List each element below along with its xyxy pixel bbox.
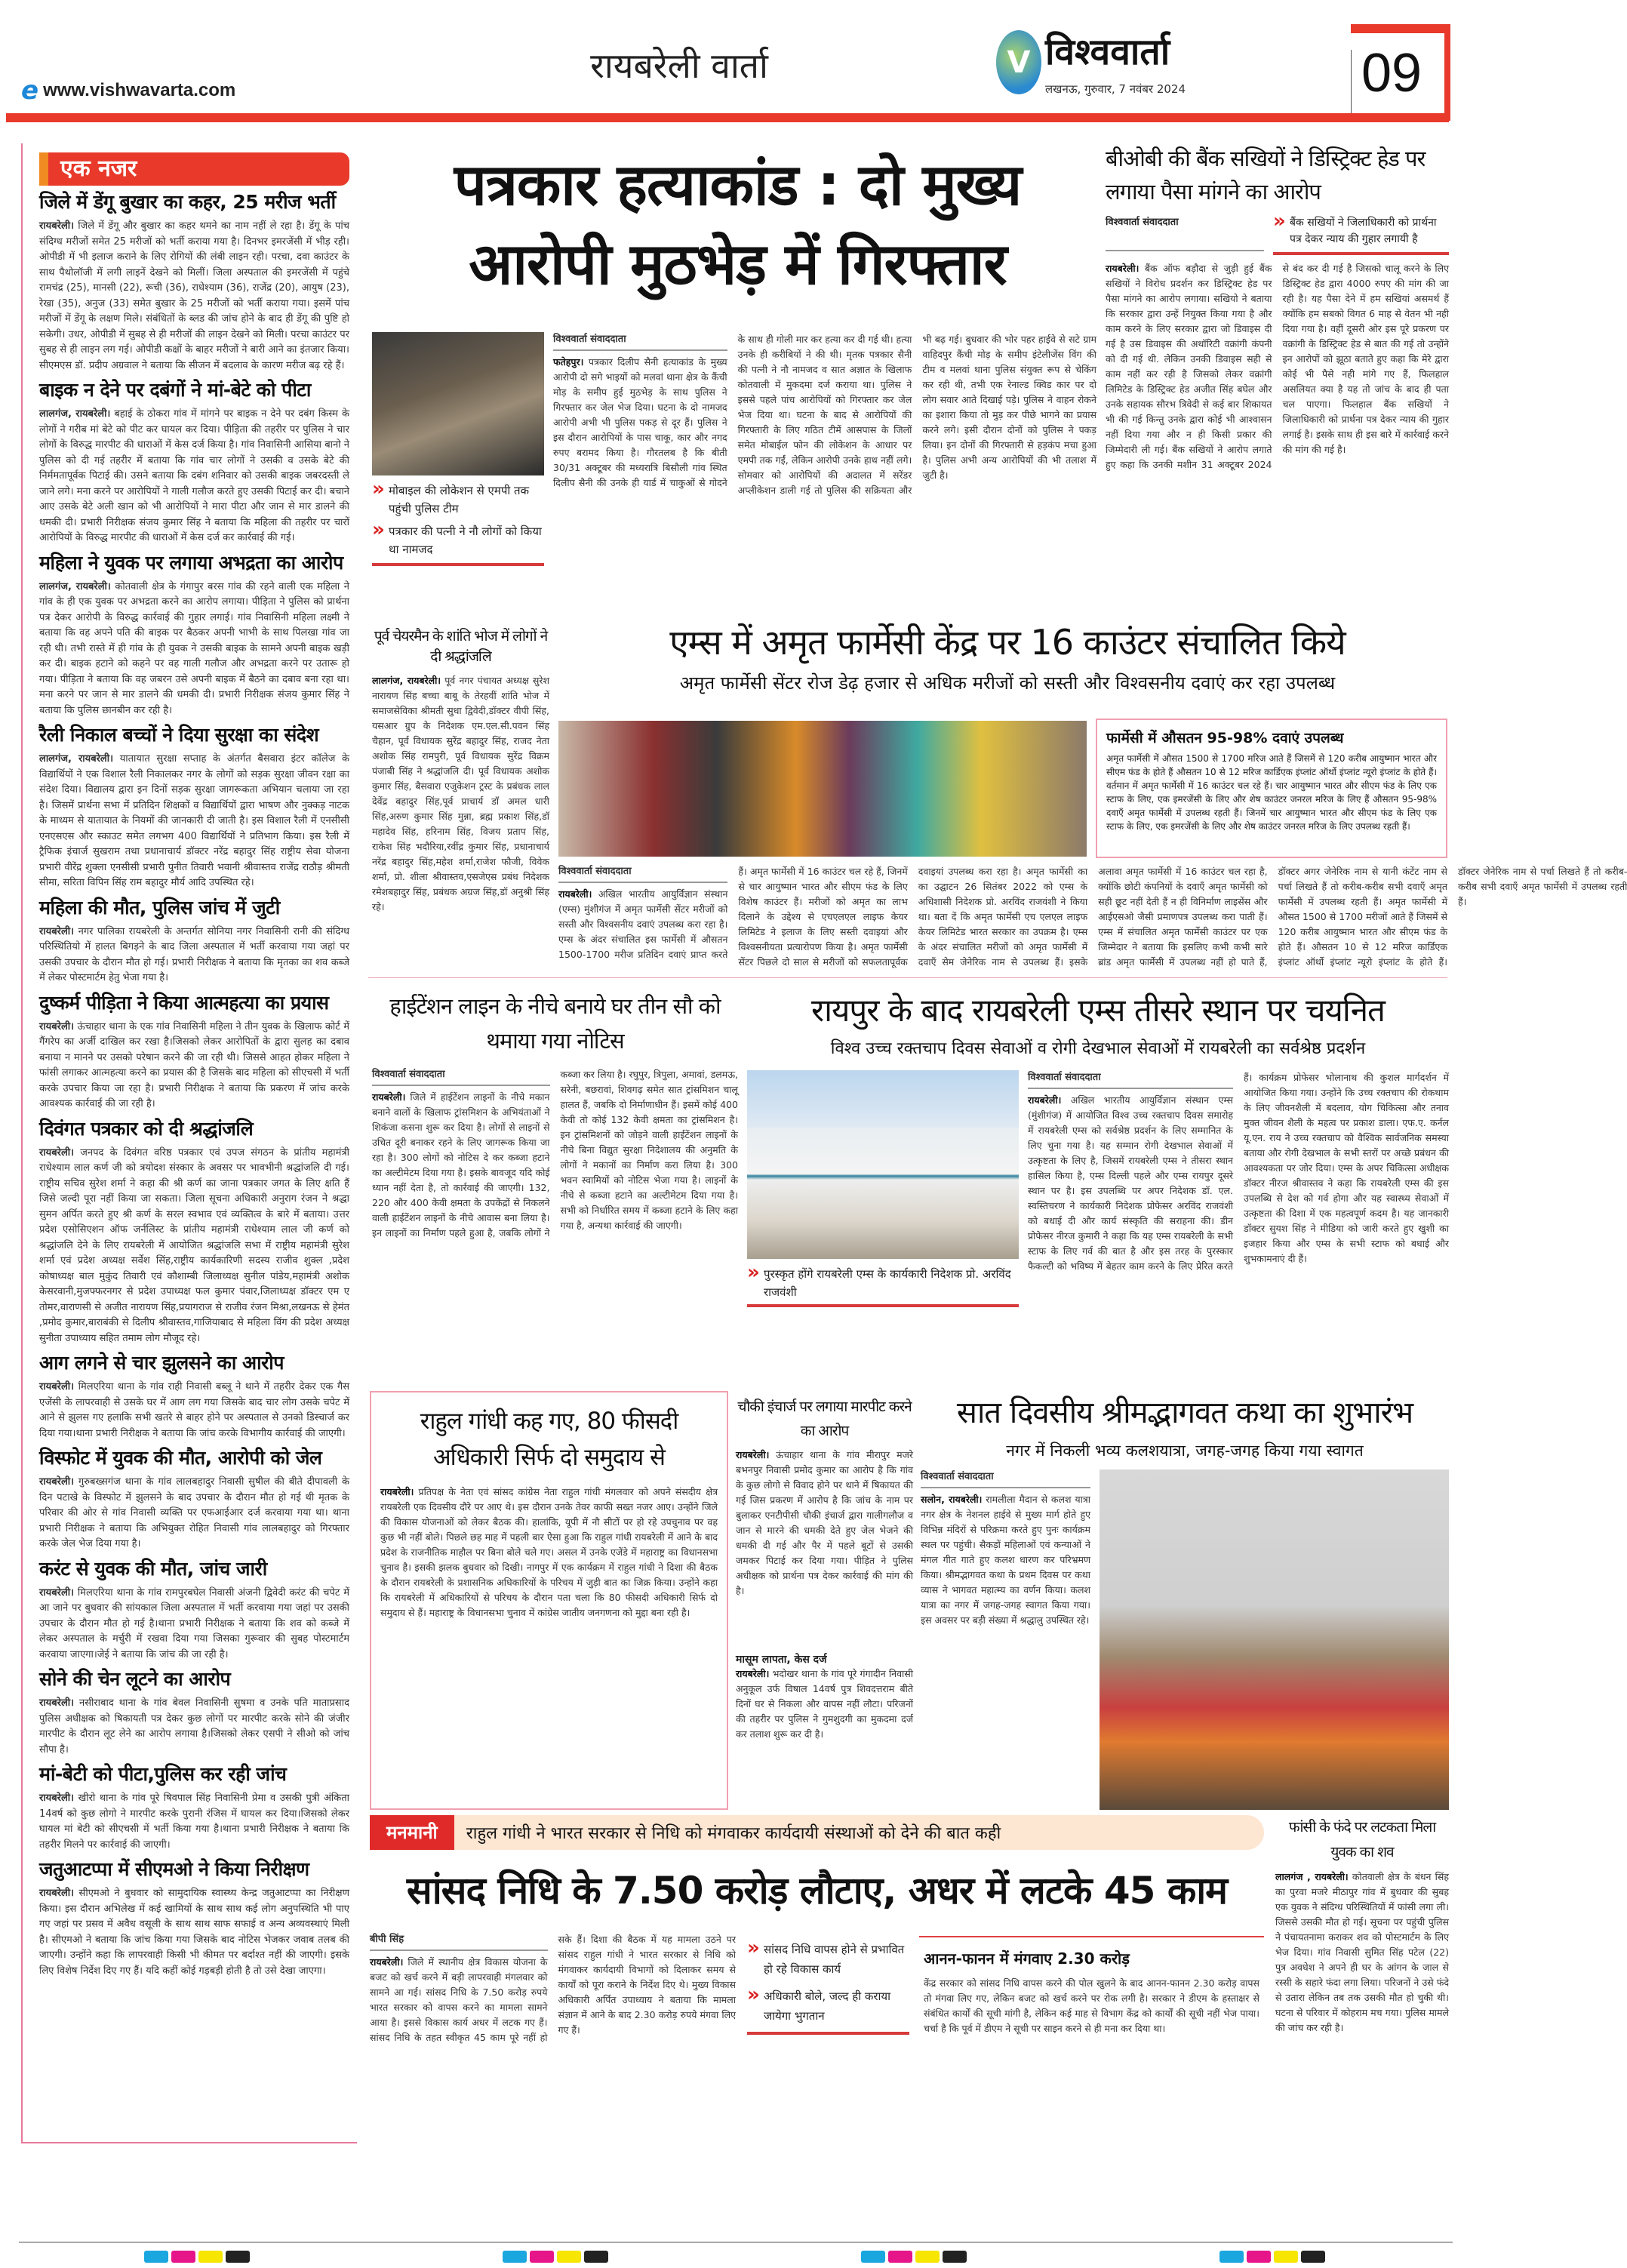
lead-headline: पत्रकार हत्याकांड : दो मुख्य आरोपी मुठभेड़ में गिरफ्तार	[454, 151, 1022, 297]
lead-photo	[372, 332, 544, 475]
brief-text: रायबरेली। खीरो थाना के गांव पूरे षिवपाल सिंह निवासिनी प्रेमा व उसकी पुत्री अंकिता 14वर्ष को कुछ लोगो ने मारपीट करके पुरानी रंजिस में घायल कर दिया।जिसको लेकर घायल मां बेटी को सीएचसी में भर्ती किया गया है।थाना प्रभारी निरीक्षक ने बताया कि तहरीर मिलने पर कार्रवाई की जाएगी।	[39, 1793, 350, 1851]
color-swatch	[1219, 2251, 1244, 2263]
chowki-story: चौकी इंचार्ज पर लगाया मारपीट करने का आरोप रायबरेली। ऊंचाहार थाना के गांव मीरापुर मजरे बभनपुर निवासी प्रमोद कुमार का आरोप है कि गांव के कुछ लोगो से विवाद होने पर थाने में षिकायत की गई जिस प्रकरण में आरोप है कि जांच के नाम पर बुलाकर एनटीपीसी चौकी इंचार्ज द्वारा गालीगलौज व जान से मारने की धमकी देते हुए जेल भेजने की धमकी दी गई और पैर में पहले बूटों से उसकी जमकर पिटाई कर दिया गया। पीड़ित ने पुलिस अधीक्षक को प्रार्थना पत्र देकर कार्रवाई की मांग की है। मासूम लापता, केस दर्ज रायबरेली। भदोखर थाना के गांव पूरे गंगादीन निवासी अनुकूल उर्फ विषाल 14वर्ष पुत्र शिवदत्तराम बीते दिनों घर से निकला और वापस नहीं लौटा। परिजनों की तहरीर पर पुलिस ने गुमशुदगी का मुकदमा दर्ज कर तलाश शुरू कर दी है।	[736, 1399, 913, 1740]
section-title: रायबरेली वार्ता	[590, 45, 768, 86]
header-red-bar	[6, 113, 1449, 122]
page-number: 09	[1361, 43, 1422, 103]
brief-text: लालगंज, रायबरेली। कोतवाली क्षेत्र के गंगापुर बरस गांव की रहने वाली एक महिला ने गांव के ही एक युवक पर अभद्रता करने का आरोप लगाया। पीड़िता ने पुलिस को प्रार्थना पत्र देकर आरोपी के विरुद्ध कार्रवाई की गुहार लगाई। गांव निवासिनी महिला लक्ष्मी ने बताया कि वह अपने पति की बाइक पर बैठकर अपनी भाभी के साथ पिलखा गांव जा रही थी। तभी रास्ते में ही गांव के ही युवक ने उसकी बाइक के सामने अपनी बाइक खड़ी कर दी। बाइक हटाने को कहने पर वह गाली गलौज और अभद्रता करने पर उतारू हो गया। पीड़िता ने बताया कि वह जबरन उसे अपनी बाइक में बैठने का दबाव बना रहा था। मना करने पर जान से मार डालने की धमकी दी। प्रभारी निरीक्षक संजय कुमार सिंह ने बताया कि पुलिस छानबीन कर रही है।	[39, 580, 350, 716]
color-swatch	[530, 2251, 554, 2263]
color-swatch	[144, 2251, 168, 2263]
brief-text: रायबरेली। मिलएरिया थाना के गांव रामपुरबघेल निवासी अंजनी द्विवेदी करंट की चपेट में आ जाने पर बुधवार की सांयकाल जिला अस्पताल में भर्ती करवाया गया जहां पर उसकी उपचार के दौरान मौत हो गई है।थाना प्रभारी निरीक्षक ने बताया कि शव को कब्जे में लेकर अस्पताल के मर्चुरी में रखवा दिया गया जिसका गुरूवार की सुबह पोस्टमार्टम करवाया जाएगा।जेई ने बताया कि जांच की जा रही है।	[39, 1586, 349, 1660]
brief-headline: दिवंगत पत्रकार को दी श्रद्धांजलि	[39, 1117, 254, 1140]
brief-headline: विस्फोट में युवक की मौत, आरोपी को जेल	[39, 1447, 322, 1469]
brief-text: रायबरेली। ऊंचाहार थाना के एक गांव निवासिनी महिला ने तीन युवक के खिलाफ कोर्ट में गैंगरेप का अर्जी दाखिल कर रखा है।जिसको लेकर आरोपितों के द्वारा सुलह का दबाव बनाया न मानने पर उसको परेषान करने की जा रही थी। जिससे आहत होकर महिला ने फांसी लगाकर आत्महत्या करने का प्रयास की है जिसके बाद महिला को सीएचसी में भर्ती करके उपचार किया जा रहा है। प्रभारी निरीक्षक ने बताया कि प्रकरण में जांच करके आवश्यक कार्रवाई की जा रही है।	[39, 1020, 349, 1109]
lead-body: विश्ववार्ता संवाददाता फतेहपुर। पत्रकार दिलीप सैनी हत्याकांड के मुख्य आरोपी दो सगे भाइयों को मलवां थाना क्षेत्र के कैंची मोड़ के समीप हुई मुठभेड़ के साथ पुलिस ने गिरफ्तार कर जेल भेज दिया। घटना के दो नामजद आरोपी अभी भी पुलिस पकड़ से दूर हैं। पुलिस ने इस दौरान आरोपियों के पास चाकू, कार और नगद रुपए बरामद किया है। गौरतलब है कि बीती 30/31 अक्टूबर की मध्यरात्रि बिसौली गांव स्थित दिलीप सैनी की उनके ही यार्ड में चाकुओं से गोदने के साथ ही गोली मार कर हत्या कर दी गई थी। हत्या उनके ही करीबियों ने की थी। मृतक पत्रकार सैनी की पत्नी ने नौ नामजद व सात अज्ञात के खिलाफ कोतवाली में मुकदमा दर्ज कराया था। पुलिस ने इससे पहले पांच आरोपियों को गिरफ्तार कर जेल भेज दिया था। घटना के बाद से आरोपियों की गिरफ्तारी के लिए गठित टीमें आसपास के जिलों समेत मोबाईल फोन की लोकेशन के आधार पर एमपी तक गईं, लेकिन आरोपी उनके हाथ नहीं लगे। सोमवार को आरोपियों की अदालत में सरेंडर अप्लीकेशन डाली गई तो पुलिस की सक्रियता और भी बढ़ गई। बुधवार की भोर पहर हाईवे से सटे ग्राम वाहिदपुर कैंची मोड़ के समीप इंटेलीजेंस विंग की टीम व मलवां थाना पुलिस संयुक्त रूप से चेकिंग कर रही थी, तभी एक रेनाल्ड क्विड कार पर दो लोग सवार आते दिखाई पड़े। पुलिस ने वाहन रोकने का इशारा किया तो मुड़ कर पीछे भागने का प्रयास करने लगे। इसी दौरान दोनों को पुलिस ने पकड़ लिया। इन दोनों की गिरफ्तारी से हड़कंप मचा हुआ है। पुलिस अभी अन्य आरोपियों की भी तलाश में जुटी है।	[553, 334, 1096, 496]
pharmacy-box: फार्मेसी में औसतन 95-98% दवाएं उपलब्ध अमृत फार्मेसी में औसत 1500 से 1700 मरिज आते हैं जिसमें से 120 करीब आयुष्मान भारत और सीएम फंड के होते हैं औसतन 10 से 12 मरिज कार्डिएक इंप्लांट ऑर्थो इंप्लांट न्यूरो इंप्लांट के होते हैं। वर्तमान में अमृत फार्मेसी में 16 काउंटर चल रहे हैं। चार आयुष्मान भारत और सीएम फंड के लिए एक स्टाफ के लिए, एक इमरजेंसी के लिए और शेष काउंटर जनरल मरिज के लिए हैं औसतन 95-98% दवाएँ अमृत फार्मेसी में उपलब्ध रहती हैं। जिनमें चार आयुष्मान भारत और सीएम फंड के लिए एक स्टाफ के लिए, एक इमरजेंसी के लिए और शेष काउंटर जनरल मरिज के लिए उपलब्ध रहती हैं।	[1096, 719, 1447, 858]
page-number-box	[1351, 24, 1450, 121]
page-header	[0, 0, 1455, 125]
pharmacy-heading	[566, 619, 1449, 713]
brand-logo: V	[996, 30, 1041, 94]
mpfund-story: बीपी सिंह रायबरेली। जिले में स्थानीय क्षेत्र विकास योजना के बजट को खर्च करने में बड़ी लापरवाही मंगलवार को सामने आ गई। सांसद निधि के 7.50 करोड़ रुपये भारत सरकार को वापस करने का मामला सामने आया है। इससे विकास कार्य अधर में लटक गए हैं। सांसद निधि के तहत स्वीकृत 45 काम पूरे नहीं हो सके हैं। दिशा की बैठक में यह मामला उठने पर सांसद राहुल गांधी ने भारत सरकार से निधि को मंगवाकर कार्यदायी विभागों को दिलाकर समय से कार्यों को पूरा कराने के निर्देश दिए थे। मुख्य विकास अधिकारी अर्पित उपाध्याय ने बताया कि मामला संज्ञान में आने के बाद 2.30 करोड़ रुपये मंगवा लिए गए हैं।	[370, 1934, 736, 2043]
mpfund-highlights: » सांसद निधि वापस होने से प्रभावित हो रहे विकास कार्य » अधिकारी बोले, जल्द ही कराया जायेगा भुगतान	[747, 1940, 909, 2035]
lead-highlights: » मोबाइल की लोकेशन से एमपी तक पहुंची पुलिस टीम » पत्रकार की पत्नी ने नौ लोगों को किया था नामजद	[372, 482, 544, 566]
ek-nazar-label: एक नजर	[39, 152, 349, 186]
pharmacy-story: विश्ववार्ता संवाददाता रायबरेली। अखिल भारतीय आयुर्विज्ञान संस्थान (एम्स) मुंशीगंज में अमृत फार्मेसी सेंटर मरीजों को सस्ती और विश्वसनीय दवाएं उपलब्ध करा रहा है। एम्स के अंदर संचालित इस फार्मेसी में औसतन 1500-1700 मरीज प्रतिदिन दवाएं प्राप्त करते हैं। अमृत फार्मेसी में 16 काउंटर चल रहे हैं, जिनमें से चार आयुष्मान भारत और सीएम फंड के लिए विशेष काउंटर हैं। मरीजों को अमृत का लाभ दिलाने के उद्देश्य से एचएलएल लाइफ केयर लिमिटेड ने इलाज के लिए सस्ती दवाइयां और विश्वसनीयता प्रत्यारोपण किया है। अमृत फार्मेसी सेंटर पिछले दो साल से मरीजों को सफलतापूर्वक दवाइयां उपलब्ध करा रहा है। अमृत फार्मेसी का का उद्घाटन 26 सितंबर 2022 को एम्स के अधिशासी निदेशक प्रो. अरविंद राजवंशी ने किया था। बता दें कि अमृत फार्मेसी एच एलएल लाइफ केयर लिमिटेड भारत सरकार का उपक्रम है। एम्स के अंदर संचालित मरीजों को अमृत फार्मेसी में दवाएँ सेम जेनेरिक नाम से उपलब्ध हैं। इसके अलावा अमृत फार्मेसी में 16 काउंटर चल रहा है, क्योंकि छोटी कंपनियों के दवाएँ अमृत फार्मेसी को सही छूट नहीं देती हैं न ही विनिर्माण लाइसेंस और आईएसओ जैसी प्रमाणपत्र उपलब्ध करा पाती हैं। एम्स में संचालित अमृत फार्मेसी काउंटर पर एक जिम्मेदार ने बताया कि इसलिए कभी कभी सारे ब्रांड अमृत फार्मेसी में उपलब्ध नहीं हो पाते हैं, डॉक्टर अगर जेनेरिक नाम से यानी कंटेंट नाम से पर्चा लिखते हैं तो करीब-करीब सभी दवाएँ अमृत फार्मेसी में उपलब्ध रहती हैं। अमृत फार्मेसी में औसत 1500 से 1700 मरीजों आते हैं जिसमें से 120 करीब आयुष्मान भारत और सीएम फंड के होते हैं। औसतन 10 से 12 मरिज कार्डिएक इंप्लांट ऑर्थो इंप्लांट न्यूरो इंप्लांट के होते हैं। डॉक्टर जेनेरिक नाम से पर्चा लिखते हैं तो करीब-करीब सभी दवाएँ अमृत फार्मेसी में उपलब्ध रहती हैं।	[558, 866, 1627, 968]
color-swatch	[861, 2251, 885, 2263]
color-swatch	[198, 2251, 223, 2263]
color-swatch	[584, 2251, 608, 2263]
brief-headline: बाइक न देने पर दबंगों ने मां-बेटे को पीटा	[39, 379, 311, 401]
brief-headline: आग लगने से चार झुलसने का आरोप	[39, 1352, 284, 1374]
pharmacy-subheadline: अमृत फार्मेसी सेंटर रोज डेढ़ हजार से अधिक मरीजों को सस्ती और विश्वसनीय दवाएं कर रहा उपलब्ध	[679, 672, 1336, 694]
bhagwat-story: सात दिवसीय श्रीमद्भागवत कथा का शुभारंभ नगर में निकली भव्य कलशयात्रा, जगह-जगह किया गया स्वागत विश्ववार्ता संवाददाता सलोन, रायबरेली। रामलीला मैदान से कलश यात्रा नगर क्षेत्र के नेशनल हाईवे से मुख्य मार्ग होते हुए विभिन्न मंदिरों से परिक्रमा करते हुए पुनः कार्यक्रम स्थल पर पहुंची। सैकड़ों महिलाओं एवं कन्याओं ने मंगल गीत गाते हुए कलश धारण कर परिभ्रमण किया। श्रीमद्भागवत कथा के प्रथम दिवस पर कथा व्यास ने भागवत महात्म्य का वर्णन किया। कलश यात्रा का नगर में जगह-जगह स्वागत किया गया। इस अवसर पर बड़ी संख्या में श्रद्धालु उपस्थित रहे।	[921, 1391, 1449, 1810]
brief-text: रायबरेली। नसीराबाद थाना के गांव बेवल निवासिनी सुषमा व उनके पति माताप्रसाद पुलिस अधीक्षक को षिकायती पत्र देकर कुछ लोगों पर मारपीट करके सोने की जंजीर मारपीट के दौरान लूट लेने का आरोप लगाया है।जिसको लेकर एसपी ने सीओ को जांच सौपा है।	[39, 1697, 349, 1756]
aiims-building-photo	[747, 1070, 1019, 1259]
brief-text: रायबरेली। गुरुबख्सगंज थाना के गांव लालबहादुर निवासी सुषील की बीते दीपावली के दिन पटाखे के विस्फोट में झुलसने के बाद उपचार के दौरान मौत हो गई थी मृतक के परिवार की ओर से गांव निवासी व्यक्ति पर एफआईआर दर्ज करवाया गया था। थाना प्रभारी निरीक्षक ने बताया कि अभियुक्त रोहित निवासी गांव लालबहादुर को गिरफ्तार करके जेल भेज दिया गया है।	[39, 1476, 349, 1549]
brief-text: रायबरेली। सीएमओ ने बुधवार को सामुदायिक स्वास्थ्य केन्द्र जतुआटप्पा का निरीक्षण किया। इस दौरान अभिलेख में कई खामियों के साथ साथ कई लोग अनुपस्थिति भी पाए गए जहां पर प्रसव में अवैध वसूली के साथ साथ साफ सफाई व अन्य अव्यवस्थाएं मिली है। सीएमओ ने बताया कि जांच किया गया जिसके बाद नोटिस भेजकर जवाब तलब की जाएगी। उन्होंने कहा कि लापरवाही किसी भी कीमत पर बर्दाश्त नहीं की जाएगी। इसके लिए विशेष निर्देश दिए गए हैं। यदि कहीं कोई गड़बड़ी होती है तो उसे देखा जाएगा।	[39, 1888, 349, 1977]
brief-text: रायबरेली। मिलएरिया थाना के गांव राही निवासी बब्लू ने थाने में तहरीर देकर एक गैस एजेंसी के लापरवाही से उसके घर में आग लग गया जिसके बाद चार लोग उसके चपेट में आने से झुलस गए हलाकि सभी खतरे से बाहर होने पर अस्पताल से उनको डिस्चार्ज कर दिया गया।थाना प्रभारी निरीक्षक ने बताया कि जांच करके विभागीय कार्रवाई की जाएगी।	[39, 1381, 349, 1439]
lead-text: पत्रकार दिलीप सैनी हत्याकांड के मुख्य आरोपी दो सगे भाइयों को मलवां थाना क्षेत्र के कैंची मोड़ के समीप हुई मुठभेड़ के साथ पुलिस ने गिरफ्तार कर जेल भेज दिया। घटना के दो नामजद आरोपी अभी भी पुलिस पकड़ से दूर हैं। पुलिस ने इस दौरान आरोपियों के पास चाकू, कार और नगद रुपए बरामद किया है। गौरतलब है कि बीती 30/31 अक्टूबर की मध्यरात्रि बिसौली गांव स्थित दिलीप सैनी की उनके ही यार्ड में चाकुओं से गोदने के साथ ही गोली मार कर हत्या कर दी गई थी। हत्या उनके ही करीबियों ने की थी। मृतक पत्रकार सैनी की पत्नी ने नौ नामजद व सात अज्ञात के खिलाफ कोतवाली में मुकदमा दर्ज कराया था। पुलिस ने इससे पहले पांच आरोपियों को गिरफ्तार कर जेल भेज दिया था। घटना के बाद से आरोपियों की गिरफ्तारी के लिए गठित टीमें आसपास के जिलों समेत मोबाईल फोन की लोकेशन के आधार पर एमपी तक गईं, लेकिन आरोपी उनके हाथ नहीं लगे। सोमवार को आरोपियों की अदालत में सरेंडर अप्लीकेशन डाली गई तो पुलिस की सक्रियता और भी बढ़ गई। बुधवार की भोर पहर हाईवे से सटे ग्राम वाहिदपुर कैंची मोड़ के समीप इंटेलीजेंस विंग की टीम व मलवां थाना पुलिस संयुक्त रूप से चेकिंग कर रही थी, तभी एक रेनाल्ड क्विड कार पर दो लोग सवार आते दिखाई पड़े। पुलिस ने वाहन रोकने का इशारा किया तो मुड़ कर पीछे भागने का प्रयास करने लगे। इसी दौरान दोनों को पुलिस ने पकड़ लिया। इन दोनों की गिरफ्तारी से हड़कंप मचा हुआ है। पुलिस अभी अन्य आरोपियों की भी तलाश में जुटी है।	[553, 334, 1096, 496]
chairman-story: पूर्व चेयरमैन के शांति भोज में लोगों ने दी श्रद्धांजलि लालगंज, रायबरेली। पूर्व नगर पंचायत अध्यक्ष सुरेश नारायण सिंह बच्चा बाबू के तेरहवीं शांति भोज में समाजसेविका श्रीमती सुधा द्विवेदी,डॉक्टर वीपी सिंह, यसआर ग्रुप के निदेशक एम.एल.सी.पवन सिंह चैहान, पूर्व विधायक सुरेंद्र बहादुर सिंह, राजद नेता अशोक सिंह रामपुरी, पूर्व विधायक सुरेंद्र विक्रम पंजाबी सिंह ने श्रद्धांजलि दी। पूर्व विधायक अशोक कुमार सिंह, बैसवारा एजुकेशन ट्रस्ट के प्रबंधक लाल देवेंद्र बहादुर सिंह,पूर्व प्राचार्य डॉ अमल धारी सिंह,अरुण कुमार सिंह मुन्ना, ब्रह्म प्रकाश सिंह,डॉ महादेव सिंह, हरिनाम सिंह, विजय प्रताप सिंह, राकेश सिंह भदौरिया,रवींद्र कुमार सिंह, प्रधानाचार्य नरेंद्र बहादुर सिंह,महेश शर्मा,राजेश फौजी, विवेक शर्मा, प्रो. शीला श्रीवास्तव,एसजेएस प्रबंध निदेशक रमेशबहादुर सिंह, प्रबंधक अग्रज सिंह,डॉ अनुश्री सिंह रहे।	[372, 628, 549, 912]
color-swatch-group	[144, 2251, 253, 2266]
brief-headline: दुष्कर्म पीड़िता ने किया आत्महत्या का प्रयास	[39, 991, 329, 1014]
brief-text: रायबरेली। नगर पालिका रायबरेली के अन्तर्गत सोनिया नगर निवासिनी रानी की संदिग्ध परिस्थितियो में हालत बिगड़ने के बाद जिला अस्पताल में भर्ती करवाया गया जहां पर उसकी उपचार के दौरान मौत हो गई। प्रभारी निरीक्षक ने बताया कि मृतका का शव कब्जे में लेकर पोस्टमार्टम हेतु भेजा गया है।	[39, 925, 349, 983]
website-link[interactable]: e www.vishwavarta.com	[21, 75, 236, 106]
color-swatch	[1274, 2251, 1298, 2263]
bob-headline: बीओबी की बैंक सखियों ने डिस्ट्रिक्ट हेड पर लगाया पैसा मांगने का आरोप	[1106, 146, 1426, 205]
brief-text: रायबरेली। जनपद के दिवंगत वरिष्ठ पत्रकार एवं उपज संगठन के प्रांतीय महामंत्री राधेश्याम लाल कर्ण जी को त्रयोदश संस्कार के अवसर पर भावभीनी श्रद्धांजलि दी गई। राष्ट्रीय सचिव सुरेश शर्मा ने कहा की श्री कर्ण का जाना पत्रकार जगत के लिए क्षति हैं जिसे जल्दी पूरा नहीं किया जा सकता। जिला सूचना अधिकारी अनुराग रंजन ने श्रद्धा सुमन अर्पित करते हुए श्री कर्ण के सरल स्वभाव एवं व्यक्तित्व के बारे में बताया। उत्तर प्रदेश एसोसिएशन ऑफ जर्नलिस्ट के प्रांतीय महामंत्री राधेश्याम लाल जी कर्ण को श्रद्धांजलि देने के लिए रायबरेली में आयोजित श्रद्धांजलि सभा में राष्ट्रीय महामंत्री सुरेश शर्मा एवं प्रदेश अध्यक्ष सर्वेश सिंह,राष्ट्रीय कार्यकारिणी सदस्य राजीव शुक्ल ,प्रदेश कोषाध्यक्ष बाल मुकुंद तिवारी एवं कौशाम्बी जिलाध्यक्ष सुनील पांडेय,महामंत्री अशोक केसरवानी,मुजफ्फरनगर से प्रदेश उपाध्यक्ष फल कुमार पंवार,जिलाध्यक्ष डॉक्टर एम ए तोमर,वाराणसी से अजीत नारायण सिंह,प्रयागराज से राजीव रंजन मिश्रा,लखनऊ से हेमंत ,प्रमोद कुमार,बाराबंकी से दिलीप श्रीवास्तव,गाजियाबाद से महिला विंग की प्रदेश अध्यक्ष सुनीता उपाध्याय सहित तमाम लोग मौजूद रहे।	[39, 1146, 349, 1344]
pharmacy-headline: एम्स में अमृत फार्मेसी केंद्र पर 16 काउंटर संचालित किये	[669, 622, 1346, 663]
color-swatch	[171, 2251, 195, 2263]
rahul-story: राहुल गांधी कह गए, 80 फीसदी अधिकारी सिर्फ दो समुदाय से रायबरेली। प्रतिपक्ष के नेता एवं सांसद कांग्रेस नेता राहुल गांधी मंगलवार को अपने संसदीय क्षेत्र रायबरेली एक दिवसीय दौरे पर आए थे। इस दौरान उनके तेवर काफी सख्त नजर आए। उन्होंने जिले की विकास योजनाओं को लेकर बैठक की। हालांकि, यूपी में नौ सीटों पर हो रहे उपचुनाव पर वह कुछ भी नहीं बोले। पिछले छह माह में पहली बार ऐसा हुआ कि राहुल गांधी रायबरेली में आने के बाद प्रदेश के राजनीतिक माहौल पर बिना बोले चले गए। असल में उनके एजेंडे में महाराष्ट्र का विधानसभा चुनाव है। इसकी झलक बुधवार को दिखी। नागपुर में एक कार्यक्रम में राहुल गांधी ने दिशा की बैठक के दौरान रायबरेली के प्रशासनिक अधिकारियों के परिचय में जुड़ी बात का जिक्र किया। उन्होंने कहा कि रायबरेली में अधिकारियों से परिचय के दौरान पता चला कि 80 फीसदी अधिकारी सिर्फ दो समुदाय से हैं। महाराष्ट्र के विधानसभा चुनाव में कांग्रेस जातीय जनगणना को मुद्दा बना रही है।	[370, 1391, 728, 1810]
brief-headline: जतुआटप्पा में सीएमओ ने किया निरीक्षण	[39, 1858, 309, 1880]
lead-story	[372, 332, 1096, 611]
color-swatch-group	[503, 2251, 611, 2266]
pharmacy-photo	[558, 721, 1087, 857]
ek-nazar-column	[21, 143, 357, 2143]
brief-headline: सोने की चेन लूटने का आरोप	[39, 1668, 231, 1690]
color-swatch	[1301, 2251, 1325, 2263]
manmani-tag: मनमानी	[370, 1815, 454, 1850]
brief-headline: जिले में डेंगू बुखार का कहर, 25 मरीज भर्ती	[39, 191, 336, 213]
print-color-marks	[19, 2242, 1453, 2266]
brief-headline: महिला ने युवक पर लगाया अभद्रता का आरोप	[39, 551, 343, 574]
dateline: लखनऊ, गुरुवार, 7 नवंबर 2024	[1045, 82, 1186, 96]
brief-headline: करंट से युवक की मौत, जांच जारी	[39, 1557, 267, 1580]
brief-text: लालगंज, रायबरेली। यातायात सुरक्षा सप्ताह के अंतर्गत बैसवारा इंटर कॉलेज के विद्यार्थियों ने एक विशाल रैली निकालकर नगर के लोगों को सड़क सुरक्षा जीवन रक्षा का संदेश दिया। विद्यालय द्वारा इन दिनों सड़क सुरक्षा जागरूकता अभियान चलाया जा रहा है। जिसमें प्रार्थना सभा में प्रतिदिन शिक्षकों व विद्यार्थियों द्वारा भाषण और नुक्कड़ नाटक के माध्यम से यातायात के नियमों की जानकारी दी जाती है। इस विशाल रैली में एनसीसी एनएसएस और स्काउट समेत लगभग 400 विद्यार्थियों ने प्रतिभाग किया। इस रैली में ट्रैफिक इंचार्ज सुखराम तथा प्रधानाचार्य डॉक्टर नरेंद्र बहादुर सिंह राष्ट्रीय सेवा योजना प्रभारी वीरेंद्र शुक्ला एनसीसी प्रभारी पुनीत तिवारी भवानी श्रीवास्तव राजेंद्र राठौड़ श्रीमती सीमा, सरिता विपिन सिंह राम बहादुर मौर्य आदि उपस्थित रहे।	[39, 753, 350, 888]
aiims-story: रायपुर के बाद रायबरेली एम्स तीसरे स्थान पर चयनित विश्व उच्च रक्तचाप दिवस सेवाओं व रोगी देखभाल सेवाओं में रायबरेली का सर्वश्रेष्ठ प्रदर्शन » पुरस्कृत होंगे रायबरेली एम्स के कार्यकारी निदेशक प्रो. अरविंद राजवंशी विश्ववार्ता संवाददाता रायबरेली। अखिल भारतीय आयुर्विज्ञान संस्थान एम्स (मुंशीगंज) में आयोजित विश्व उच्च रक्तचाप दिवस समारोह में रायबरेली एम्स को सर्वश्रेष्ठ प्रदर्शन के लिए सम्मानित के लिए चुना गया है। यह सम्मान रोगी देखभाल सेवाओं में उत्कृष्टता के लिए है, जिसमें रायबरेली एम्स ने तीसरा स्थान हासिल किया है, एम्स दिल्ली पहले और एम्स रायपुर दूसरे स्थान पर है। इस उपलब्धि पर अपर निदेशक डॉ. एल. स्वस्तिचरण ने कार्यकारी निदेशक प्रोफेसर अरविंद राजवंशी को बधाई दी और कार्य संस्कृति की सराहना की। डीन प्रोफेसर नीरज कुमारी ने कहा कि यह एम्स रायबरेली के सभी स्टाफ के लिए गर्व की बात है और इस तरह के पुरस्कार फैकल्टी को भविष्य में बेहतर काम करने के लिए प्रेरित करते हैं। कार्यक्रम प्रोफेसर भोलानाथ की कुशल मार्गदर्शन में आयोजित किया गया। उन्होंने कि उच्च रक्तचाप की रोकथाम के लिए जीवनशैली में बदलाव, योग चिकित्सा और तनाव मुक्त जीवन शैली के महत्व पर प्रकाश डाला। एफ.ए. कर्नल यू.एन. राय ने उच्च रक्तचाप को वैश्विक सार्वजनिक समस्या बताया और रोगी देखभाल के सभी स्तरों पर अच्छे प्रबंधन की आवश्यकता पर जोर दिया। एम्स के अपर चिकित्सा अधीक्षक डॉक्टर नीरज श्रीवास्तव ने कहा कि रायबरेली एम्स की इस उपलब्धि से देश को गर्व होगा और यह स्वास्थ्य सेवाओं में उत्कृष्टता की दिशा में एक महत्वपूर्ण कदम है। यह जानकारी डॉक्टर सुयश सिंह ने मीडिया को जारी करते हुए खुशी का इजहार किया और एम्स के सभी स्टाफ को बधाई और शुभकामनाएं दी हैं।	[747, 989, 1449, 1381]
kalash-yatra-photo	[1100, 1469, 1449, 1810]
brief-headline: रैली निकाल बच्चों ने दिया सुरक्षा का संदेश	[39, 724, 319, 746]
color-swatch	[557, 2251, 581, 2263]
brand-name: विश्ववार्ता	[1045, 31, 1170, 73]
brief-headline: महिला की मौत, पुलिस जांच में जुटी	[39, 896, 280, 919]
brief-headline: मां-बेटी को पीटा,पुलिस कर रही जांच	[39, 1763, 287, 1785]
brief-text: लालगंज, रायबरेली। बहाई के ठोकरा गांव में मांगने पर बाइक न देने पर दबंग किस्म के लोगों ने गरीब मां बेटे को पीट कर घायल कर दिया। पीड़िता की तहरीर पर पुलिस ने चार लोगों के विरुद्ध मारपीट की धाराओं में केस दर्ज किया है। गांव निवासिनी आसिया बानो ने पुलिस को दी गई तहरीर में बताया कि गांव चार लोगों ने उसकी व उसके बेटे की निर्ममतापूर्वक पिटाई की। उसने बताया कि दबंग शनिवार को उसकी बाइक जबरदस्ती ले जाने लगे। मना करने पर आरोपियों ने गाली गलौज करते हुए उसकी पिटाई कर दी। बचाने आए उसके बेटे अली खान को भी आरोपियों ने मारा पीटा और जान से मार डालने की धमकी दी। प्रभारी निरीक्षक संजय कुमार सिंह ने बताया कि महिला की तहरीर पर चारों आरोपियों के विरुद्ध मारपीट की धाराओं में केस दर्ज कर कार्रवाई की गई।	[39, 408, 349, 543]
mpfund-headline: सांसद निधि के 7.50 करोड़ लौटाए, अधर में लटके 45 काम	[406, 1869, 1228, 1913]
color-swatch-group	[1219, 2251, 1328, 2266]
color-swatch	[915, 2251, 940, 2263]
hightension-story: हाईटेंशन लाइन के नीचे बनाये घर तीन सौ को थमाया गया नोटिस विश्ववार्ता संवाददाता रायबरेली। जिले में हाईटेंशन लाइनों के नीचे मकान बनाने वालों के खिलाफ ट्रांसमिशन के अभियंताओं ने शिकंजा कसना शुरू कर दिया है। लोगों से लाइनों से उचित दूरी बनाकर रहने के लिए जागरूक किया जा रहा है। 300 लोगों को नोटिस दे कर कब्जा हटाने का अल्टीमेटम दिया गया है। इसके बावजूद यदि कोई ध्यान नहीं देता है, तो कार्रवाई की जाएगी। 132, 220 और 400 केवी क्षमता के उपकेंद्रों से निकलने वाली हाईटेंशन लाइनों के नीचे आवास बना लिया है। इन लाइनों का निर्माण पहले हुआ है, जबकि लोगों ने कब्जा कर लिया है। रघुपुर, त्रिपुला, अमावां, डलमऊ, सरेनी, बछरावां, शिवगढ़ समेत सात ट्रांसमिशन चालू हालत हैं, जबकि दो निर्माणाधीन हैं। इसमें कोई 400 केवी तो कोई 132 केवी क्षमता का ट्रांसमिशन है। इन ट्रांसमिशनों को जोड़ने वाली हाईटेंशन लाइनों के नीचे बिना विद्युत सुरक्षा निदेशालय की अनुमति के लोगों ने मकानों का निर्माण करा लिया है। 300 भवन स्वामियों को नोटिस भेजा गया है। लाइनों के नीचे से कब्जा हटाने का अल्टीमेटम दिया गया है। सभी को निर्धारित समय में कब्जा हटाने के लिए कहा गया है, अन्यथा कार्रवाई की जाएगी।	[372, 993, 738, 1239]
color-swatch	[1247, 2251, 1271, 2263]
color-swatch	[503, 2251, 527, 2263]
color-swatch	[226, 2251, 250, 2263]
brief-text: रायबरेली। जिले में डेंगू और बुखार का कहर थमने का नाम नहीं ले रहा है। डेंगू के पांच संदिग्ध मरीजों समेत 25 मरीजों को भर्ती कराया गया है। दिनभर इमरजेंसी में भीड़ रही। ओपीडी में भी इलाज कराने के लिए रोगियों की लंबी लाइन रही। परचा, दवा काउंटर के साथ पैथोलॉजी में लगी लाइनें देखने को मिलीं। जिला अस्पताल की इमरजेंसी में पहुंचे रामचंद्र (25), मानसी (22), रूची (36), राधेश्याम (36), राजेंद्र (20), आयुष (23), रेखा (35), अनुज (33) समेत बुखार के 25 मरीजों को भर्ती कराया गया। इसमें पांच मरीजों में डेंगू के लक्षण मिले। संबंधितों के ब्लड की जांच होने के बाद ही डेंगू की पुष्टि हो सकेगी। उधर, ओपीडी में सुबह से ही मरीजों की लाइन देखने को मिली। परचा काउंटर पर सुबह से ही लाइन लग गई। ओपीडी कक्षों के बाहर मरीजों ने बारी आने का इंतजार किया। सीएमएस डॉ. प्रदीप अग्रवाल ने बताया कि सीजन में बदलाव के कारण मरीज बढ़ रहे हैं।	[39, 220, 349, 371]
browser-e-icon: e	[21, 75, 39, 106]
color-swatch	[888, 2251, 912, 2263]
fansi-story: फांसी के फंदे पर लटकता मिला युवक का शव लालगंज , रायबरेली। कोतवाली क्षेत्र के बंधन सिंह का पुरवा मजरे मीठापुर गांव में बुधवार की सुबह एक युवक ने संदिग्ध परिस्थितियों में फांसी लगा ली। जिससे उसकी मौत हो गई। सूचना पर पहुंची पुलिस ने पंचायतनामा कराकर शव को पोस्टमार्टम के लिए भेज दिया। गांव निवासी सुमित सिंह पटेल (22) पुत्र अवधेश ने अपने ही घर के आंगन के जाल से रस्सी के सहारे फंदा लगा लिया। परिजनों ने उसे फंदे से उतारा लेकिन तब तक उसकी मौत हो चुकी थी। घटना से परिवार में कोहराम मच गया। पुलिस मामले की जांच कर रही है।	[1275, 1819, 1449, 2033]
manmani-band: मनमानी राहुल गांधी ने भारत सरकार से निधि को मंगवाकर कार्यदायी संस्थाओं को देने की बात कही	[370, 1815, 1264, 1850]
color-swatch-group	[861, 2251, 970, 2266]
mpfund-box: आनन-फानन में मंगवाए 2.30 करोड़ केंद्र सरकार को सांसद निधि वापस करने की पोल खुलने के बाद आनन-फानन 2.30 करोड़ वापस तो मंगवा लिए गए, लेकिन बजट को खर्च करने पर रोक लगी है। सरकार ने डीएम के हस्ताक्षर से संबंधित कार्यों की सूची मांगी है, लेकिन कई माह से विभाग केंद्र को कार्यों की सूची नहीं भेज पाया। चर्चा है कि पूर्व में डीएम ने सूची पर साइन करने से ही मना कर दिया था।	[919, 1936, 1264, 2234]
bob-story: बीओबी की बैंक सखियों ने डिस्ट्रिक्ट हेड पर लगाया पैसा मांगने का आरोप विश्ववार्ता संवाददाता » बैंक सखियों ने जिलाधिकारी को प्रार्थना पत्र देकर न्याय की गुहार लगायी है रायबरेली। बैंक ऑफ बड़ौदा से जुड़ी हुई बैंक सखियों ने विरोध प्रदर्शन कर डिस्ट्रिक्ट हेड पर पैसा मांगने का आरोप लगाया। सखियो ने बताया कि सरकार द्वारा उन्हें नियुक्त किया गया है और काम करने के लिए सरकार द्वारा जो डिवाइस दी गई है उस डिवाइस की अथॉरिटी वक्रांगी कंपनी को दी गई थी. लेकिन उनकी डिवाइस सही से काम नहीं कर रही है जिसको लेकर वक्रांगी लिमिटेड के डिस्ट्रिक्ट हेड अजीत सिंह बघेल और उनके सहायक सौरभ त्रिवेदी से कई बार शिकायत भी की गई किन्तु उनके द्वारा कोई भी आश्वासन नहीं दिया गया और न ही किसी प्रकार की जिम्मेदारी ली गई। बैंक सखियों ने आरोप लगाते हुए कहा कि उनकी मशीन 31 अक्टूबर 2024 से बंद कर दी गई है जिसको चालू करने के लिए डिस्ट्रिक्ट हेड द्वारा 4000 रुपए की मांग की जा रही है। यह पैसा देने में हम सखियां असमर्थ हैं क्योंकि हम सबको विगत 6 माह से वेतन भी नही दिया गया है। वहीं दूसरी ओर इस पूरे प्रकरण पर वक्रांगी के डिस्ट्रिक्ट हेड से बात की गई तो उन्होंने इन आरोपों को झूठा बताते हुए कहा कि मेरे द्वारा कोई भी पैसे नही मांगे गए हैं, फिलहाल असलियत क्या है यह तो जांच के बाद ही पता चल पाएगा। फिलहाल बैंक सखियों ने जिलाधिकारी को प्रार्थना पत्र देकर न्याय की गुहार लगाई है। इसके साथ ही इस बारे में कार्रवाई करने की मांग की गई है।	[1106, 142, 1449, 610]
color-swatch	[943, 2251, 967, 2263]
